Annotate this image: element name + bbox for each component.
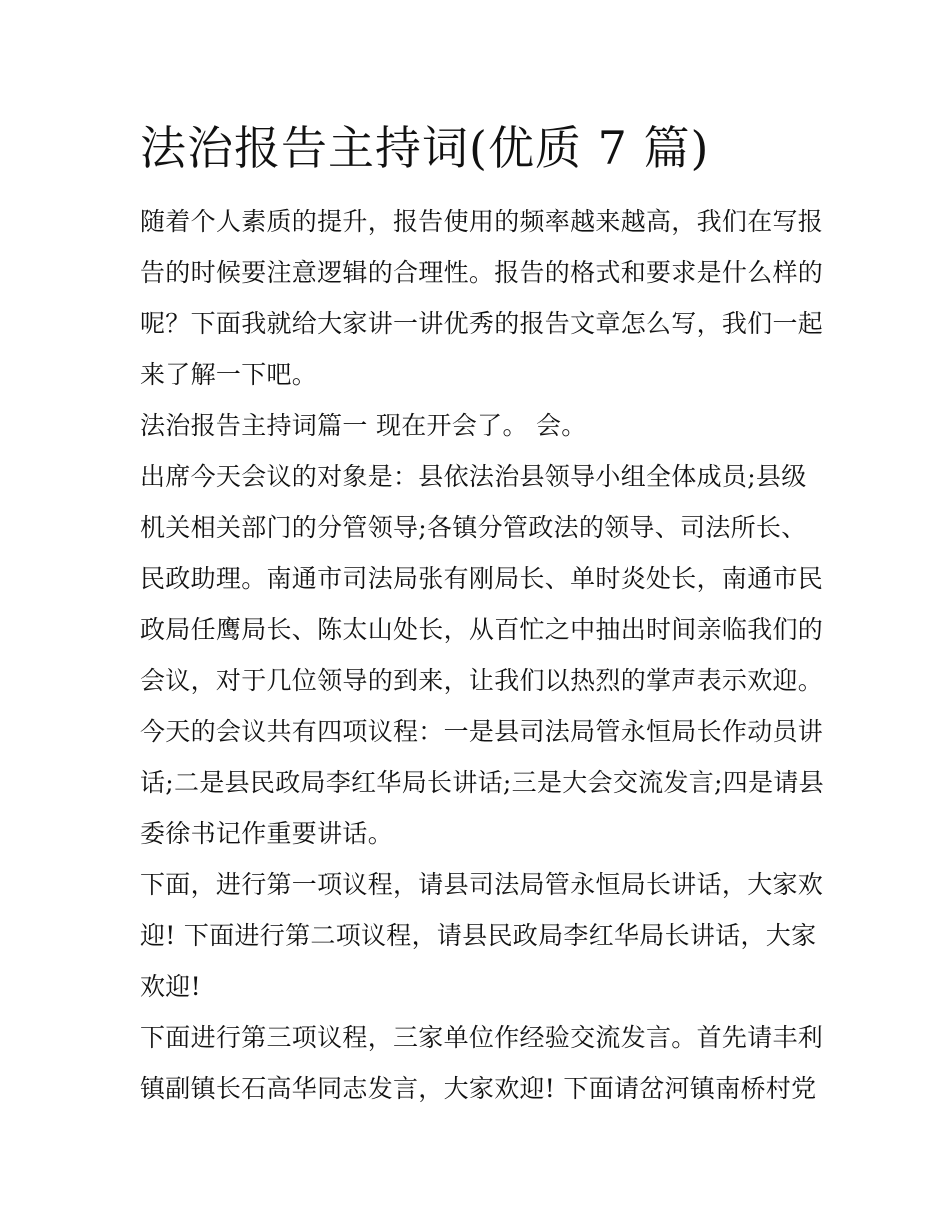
body-text-line: 机关相关部门的分管领导;各镇分管政法的领导、司法所长、 bbox=[140, 513, 807, 542]
body-text-line: 法治报告主持词篇一 现在开会了。 会。 bbox=[140, 411, 587, 440]
body-text-line: 欢迎! bbox=[140, 972, 201, 1001]
body-text-line: 政局任鹰局长、陈太山处长，从百忙之中抽出时间亲临我们的 bbox=[140, 615, 824, 644]
body-text-line: 镇副镇长石高华同志发言，大家欢迎! 下面请岔河镇南桥村党 bbox=[140, 1074, 817, 1103]
body-text-line: 随着个人素质的提升，报告使用的频率越来越高，我们在写报 bbox=[140, 207, 824, 236]
body-text-line: 委徐书记作重要讲话。 bbox=[140, 819, 394, 848]
body-text-line: 今天的会议共有四项议程：一是县司法局管永恒局长作动员讲 bbox=[140, 717, 824, 746]
body-text-line: 下面进行第三项议程，三家单位作经验交流发言。首先请丰利 bbox=[140, 1023, 824, 1052]
body-text-line: 下面，进行第一项议程，请县司法局管永恒局长讲话，大家欢 bbox=[140, 870, 824, 899]
body-text-line: 出席今天会议的对象是：县依法治县领导小组全体成员;县级 bbox=[140, 462, 807, 491]
body-text-line: 话;二是县民政局李红华局长讲话;三是大会交流发言;四是请县 bbox=[140, 768, 824, 797]
document-title: 法治报告主持词(优质 7 篇) bbox=[140, 121, 710, 175]
body-text-line: 民政助理。南通市司法局张有刚局长、单时炎处长，南通市民 bbox=[140, 564, 824, 593]
body-text-line: 来了解一下吧。 bbox=[140, 360, 318, 389]
body-text-line: 会议，对于几位领导的到来，让我们以热烈的掌声表示欢迎。 bbox=[140, 666, 824, 695]
body-text-line: 迎! 下面进行第二项议程，请县民政局李红华局长讲话，大家 bbox=[140, 921, 817, 950]
body-text-line: 呢？下面我就给大家讲一讲优秀的报告文章怎么写，我们一起 bbox=[140, 309, 824, 338]
body-text-line: 告的时候要注意逻辑的合理性。报告的格式和要求是什么样的 bbox=[140, 258, 824, 287]
